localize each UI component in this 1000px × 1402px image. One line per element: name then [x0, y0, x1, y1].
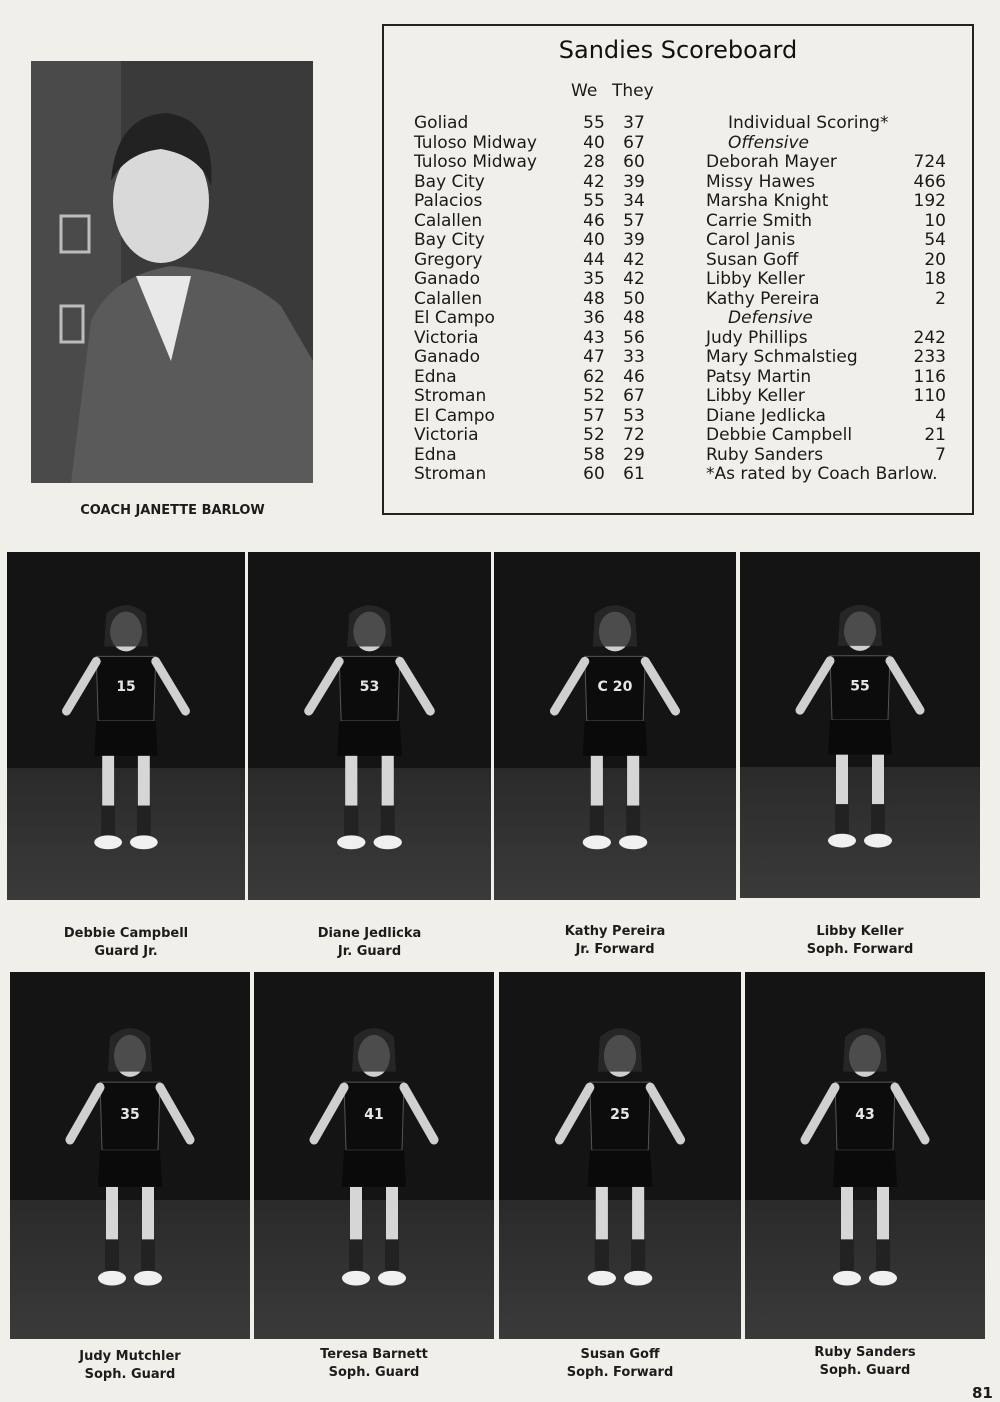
player-name: Ruby Sanders	[814, 1345, 916, 1360]
scorer-points: 192	[913, 191, 946, 211]
we-score: 62	[583, 366, 605, 387]
scorer-name: Ruby Sanders	[706, 444, 824, 465]
jersey-number: 35	[120, 1106, 140, 1123]
scoring-footnote: *As rated by Coach Barlow.	[706, 464, 938, 484]
coach-caption: COACH JANETTE BARLOW	[80, 503, 265, 518]
scorer-name: Carrie Smith	[706, 210, 813, 231]
opponent-name: Calallen	[414, 288, 483, 309]
player-photo	[494, 552, 736, 900]
jersey-number: 25	[610, 1106, 630, 1123]
page-number: 81	[972, 1384, 993, 1402]
player-caption	[10, 1348, 250, 1384]
player-name: Diane Jedlicka	[317, 926, 422, 941]
game-row	[414, 153, 654, 173]
scorer-name: Judy Phillips	[706, 327, 808, 348]
they-score: 67	[623, 132, 645, 153]
player-caption	[740, 923, 980, 959]
jersey-number: C 20	[597, 679, 633, 696]
jersey-number: 41	[364, 1106, 384, 1123]
they-score: 37	[623, 113, 645, 133]
scorer-name: Carol Janis	[706, 230, 796, 250]
scorer-points: 233	[913, 347, 946, 367]
opponent-name: Stroman	[414, 386, 487, 406]
player-position: Soph. Guard	[819, 1363, 911, 1378]
scorer-points: 242	[913, 327, 946, 348]
we-score: 57	[583, 405, 605, 426]
scorer-row	[706, 231, 946, 251]
scorer-points: 116	[913, 366, 946, 387]
opponent-name: Bay City	[414, 230, 485, 250]
scorer-name: Patsy Martin	[706, 366, 812, 387]
individual-scoring	[706, 114, 946, 485]
we-score: 58	[583, 444, 605, 465]
opponent-name: Edna	[414, 366, 457, 387]
player-name: Kathy Pereira	[564, 924, 666, 939]
opponent-name: El Campo	[414, 405, 495, 426]
they-score: 72	[623, 425, 645, 445]
game-row	[414, 251, 654, 271]
we-score: 36	[583, 308, 605, 328]
game-row	[414, 407, 654, 427]
we-score: 40	[583, 132, 605, 153]
game-row	[414, 465, 654, 485]
scorer-points: 10	[924, 210, 946, 231]
opponent-name: Ganado	[414, 347, 480, 367]
player-name: Teresa Barnett	[320, 1347, 428, 1362]
offensive-list	[706, 153, 946, 309]
defensive-heading: Defensive	[728, 308, 813, 328]
scorer-points: 724	[913, 152, 946, 172]
player-name: Susan Goff	[580, 1347, 660, 1362]
we-score: 28	[583, 152, 605, 172]
opponent-name: Victoria	[414, 327, 479, 348]
scorer-row	[706, 446, 946, 466]
scorer-name: Marsha Knight	[706, 191, 829, 211]
player-name: Debbie Campbell	[63, 926, 189, 941]
scorer-row	[706, 407, 946, 427]
scorer-name: Libby Keller	[706, 386, 805, 406]
game-row	[414, 114, 654, 134]
game-row	[414, 329, 654, 349]
game-row	[414, 192, 654, 212]
scorer-name: Mary Schmalstieg	[706, 347, 858, 367]
individual-scoring-heading: Individual Scoring*	[728, 113, 889, 133]
scorer-name: Diane Jedlicka	[706, 405, 826, 426]
we-score: 35	[583, 269, 605, 289]
scorer-name: Deborah Mayer	[706, 152, 837, 172]
opponent-name: Victoria	[414, 425, 479, 445]
game-row	[414, 173, 654, 193]
player-photo	[248, 552, 491, 900]
scorer-row	[706, 426, 946, 446]
jersey-number: 43	[855, 1106, 875, 1123]
they-score: 48	[623, 308, 645, 328]
scorer-row	[706, 368, 946, 388]
opponent-name: Tuloso Midway	[414, 132, 537, 153]
they-column-header: They	[612, 81, 654, 101]
opponent-name: Palacios	[414, 191, 483, 211]
offensive-heading: Offensive	[728, 132, 809, 153]
player-photo	[254, 972, 494, 1339]
player-position: Soph. Forward	[566, 1365, 674, 1380]
scorer-points: 2	[935, 288, 946, 309]
opponent-name: Calallen	[414, 210, 483, 231]
player-caption	[499, 1346, 741, 1382]
player-position: Soph. Guard	[84, 1367, 176, 1382]
jersey-number: 15	[116, 679, 136, 696]
game-row	[414, 368, 654, 388]
player-photo	[499, 972, 741, 1339]
we-score: 43	[583, 327, 605, 348]
jersey-number: 55	[850, 678, 870, 695]
game-row	[414, 446, 654, 466]
scorer-name: Susan Goff	[706, 249, 799, 270]
scorer-row	[706, 290, 946, 310]
scorer-row	[706, 387, 946, 407]
they-score: 39	[623, 230, 645, 250]
we-score: 60	[583, 464, 605, 484]
scorer-row	[706, 153, 946, 173]
they-score: 53	[623, 405, 645, 426]
game-row	[414, 134, 654, 154]
we-score: 47	[583, 347, 605, 367]
scorer-row	[706, 270, 946, 290]
we-score: 52	[583, 425, 605, 445]
player-position: Jr. Guard	[337, 944, 402, 959]
player-position: Jr. Forward	[575, 942, 655, 957]
player-position: Guard Jr.	[94, 944, 158, 959]
they-score: 56	[623, 327, 645, 348]
player-photo	[745, 972, 985, 1339]
opponent-name: Gregory	[414, 249, 483, 270]
jersey-number: 53	[359, 679, 380, 696]
scorer-points: 4	[935, 405, 946, 426]
player-position: Soph. Forward	[806, 942, 914, 957]
we-score: 55	[583, 113, 605, 133]
scorer-row	[706, 329, 946, 349]
scorer-row	[706, 212, 946, 232]
game-row	[414, 426, 654, 446]
scoreboard-box	[382, 24, 974, 515]
scorer-points: 21	[924, 425, 946, 445]
they-score: 60	[623, 152, 645, 172]
scorer-points: 466	[913, 171, 946, 192]
player-caption	[248, 925, 491, 961]
they-score: 42	[623, 249, 645, 270]
we-score: 42	[583, 171, 605, 192]
game-row	[414, 270, 654, 290]
they-score: 67	[623, 386, 645, 406]
player-caption	[7, 925, 245, 961]
opponent-name: Goliad	[414, 113, 469, 133]
we-score: 55	[583, 191, 605, 211]
scorer-row	[706, 348, 946, 368]
opponent-name: Edna	[414, 444, 457, 465]
scoreboard-title: Sandies Scoreboard	[558, 36, 798, 64]
scorer-name: Missy Hawes	[706, 171, 815, 192]
they-score: 33	[623, 347, 645, 367]
scorer-points: 110	[913, 386, 946, 406]
opponent-name: Stroman	[414, 464, 487, 484]
scorer-row	[706, 251, 946, 271]
player-name: Judy Mutchler	[79, 1349, 181, 1364]
they-score: 34	[623, 191, 645, 211]
game-row	[414, 290, 654, 310]
coach-photo	[31, 61, 313, 483]
opponent-name: Tuloso Midway	[414, 152, 537, 172]
we-score: 52	[583, 386, 605, 406]
scorer-name: Kathy Pereira	[706, 288, 820, 309]
they-score: 42	[623, 269, 645, 289]
scorer-points: 20	[924, 249, 946, 270]
player-photo	[7, 552, 245, 900]
we-score: 48	[583, 288, 605, 309]
player-caption	[494, 923, 736, 959]
player-photo	[10, 972, 250, 1339]
opponent-name: Ganado	[414, 269, 480, 289]
they-score: 57	[623, 210, 645, 231]
game-row	[414, 348, 654, 368]
player-photo	[740, 552, 980, 898]
scorer-name: Debbie Campbell	[706, 425, 853, 445]
game-row	[414, 231, 654, 251]
scorer-points: 7	[935, 444, 946, 465]
they-score: 39	[623, 171, 645, 192]
they-score: 50	[623, 288, 645, 309]
defensive-list	[706, 329, 946, 466]
opponent-name: Bay City	[414, 171, 485, 192]
player-caption	[254, 1346, 494, 1382]
scorer-name: Libby Keller	[706, 269, 805, 289]
game-row	[414, 212, 654, 232]
we-score: 44	[583, 249, 605, 270]
player-name: Libby Keller	[816, 924, 904, 939]
opponent-name: El Campo	[414, 308, 495, 328]
player-position: Soph. Guard	[328, 1365, 420, 1380]
game-row	[414, 309, 654, 329]
scorer-row	[706, 173, 946, 193]
they-score: 46	[623, 366, 645, 387]
game-row	[414, 387, 654, 407]
scorer-points: 18	[924, 269, 946, 289]
they-score: 29	[623, 444, 645, 465]
player-caption	[745, 1344, 985, 1380]
scorer-row	[706, 192, 946, 212]
we-column-header: We	[571, 81, 598, 101]
scorer-points: 54	[924, 230, 946, 250]
games-list	[414, 114, 654, 485]
they-score: 61	[623, 464, 645, 484]
we-score: 46	[583, 210, 605, 231]
we-score: 40	[583, 230, 605, 250]
